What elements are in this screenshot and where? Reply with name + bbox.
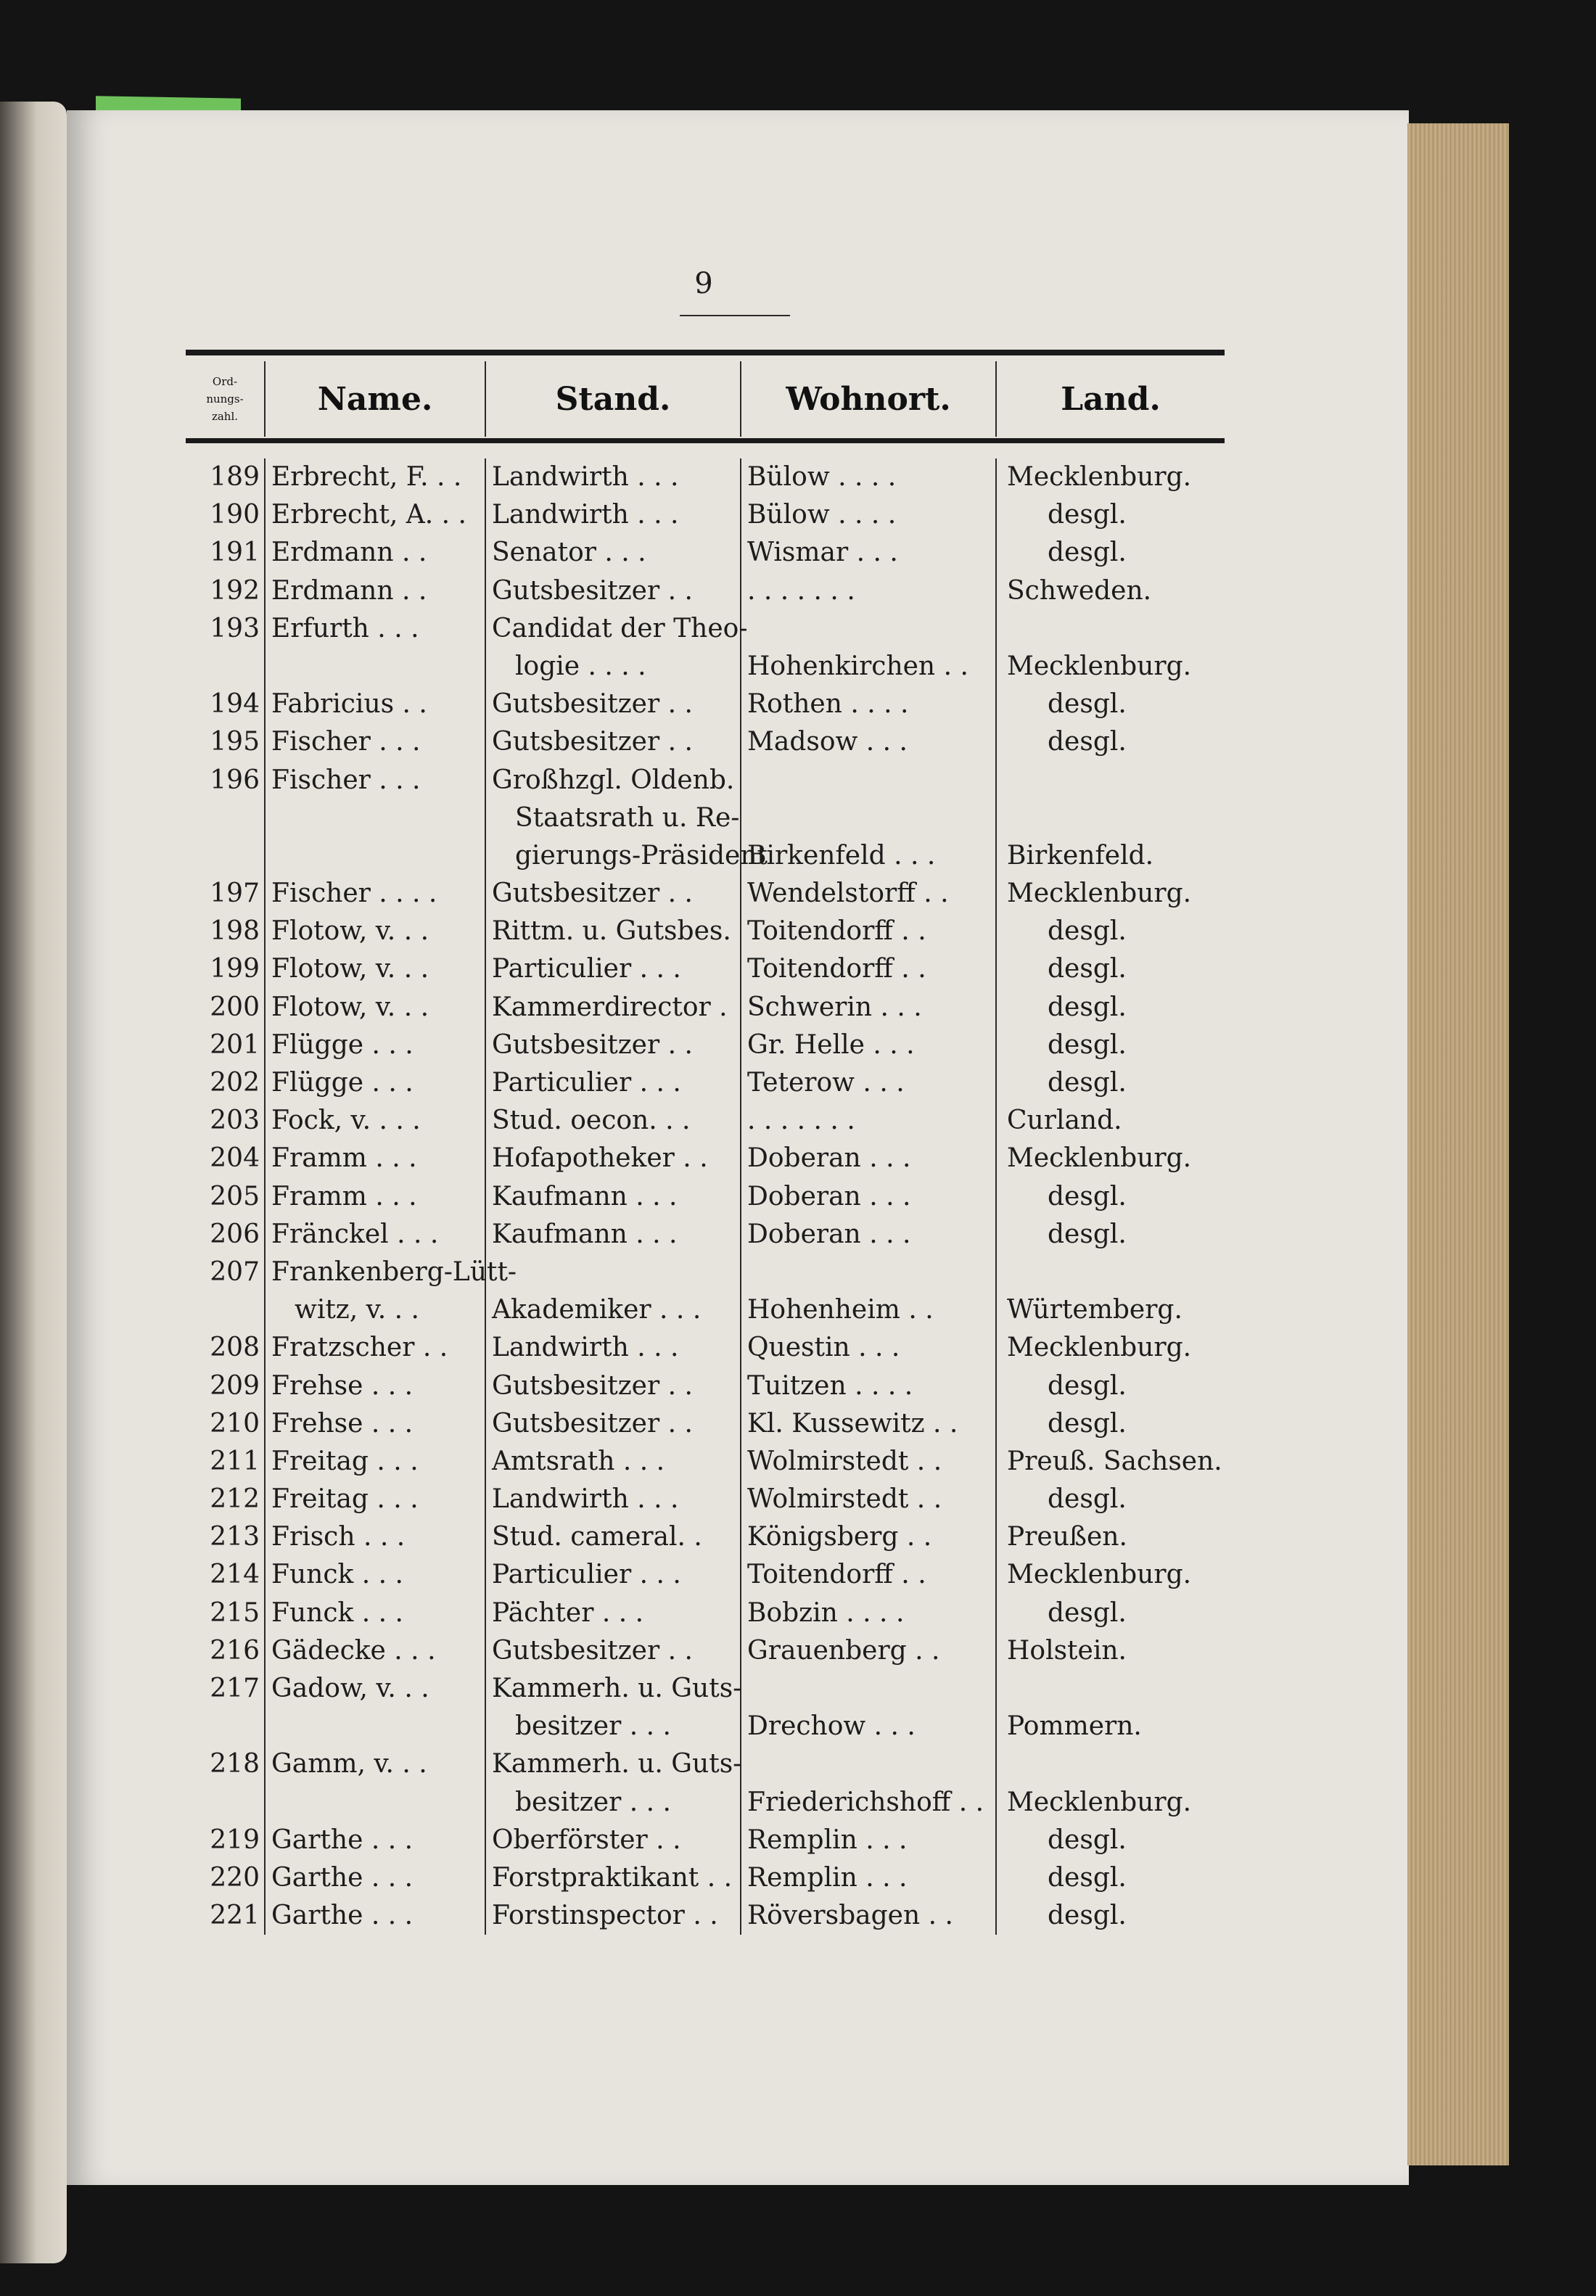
row-wohnort: Madsow . . .	[741, 723, 997, 761]
row-stand: Gutsbesitzer . .	[486, 686, 741, 723]
row-land: desgl.	[1048, 1597, 1127, 1628]
row-number: 217	[186, 1670, 266, 1708]
row-number: 212	[186, 1481, 266, 1518]
table-row	[186, 1481, 1225, 1518]
row-name: Garthe . . .	[266, 1822, 486, 1859]
row-stand: Staatsrath u. Re-	[486, 799, 741, 837]
row-name	[266, 648, 486, 686]
row-land: desgl.	[1048, 1068, 1127, 1098]
row-wohnort: Wolmirstedt . .	[741, 1443, 997, 1481]
row-stand: gierungs-Präsident	[486, 837, 741, 875]
row-land: desgl.	[1048, 1484, 1127, 1515]
row-land: Schweden.	[1007, 575, 1152, 606]
row-stand: Stud. cameral. .	[486, 1518, 741, 1556]
row-name: Erbrecht, A. . .	[266, 496, 486, 534]
row-wohnort: Kl. Kussewitz . .	[741, 1405, 997, 1443]
row-number: 214	[186, 1556, 266, 1594]
row-number: 216	[186, 1632, 266, 1670]
row-number: 220	[186, 1859, 266, 1897]
row-stand: Gutsbesitzer . .	[486, 875, 741, 913]
table-row	[186, 496, 1225, 534]
row-wohnort: Königsberg . .	[741, 1518, 997, 1556]
row-number	[186, 799, 266, 837]
row-land: desgl.	[1048, 1029, 1127, 1060]
row-stand: Forstpraktikant . .	[486, 1859, 741, 1897]
row-stand: Landwirth . . .	[486, 458, 741, 496]
row-wohnort: Remplin . . .	[741, 1822, 997, 1859]
row-number: 202	[186, 1064, 266, 1102]
row-stand: Stud. oecon. . .	[486, 1102, 741, 1140]
row-wohnort: Rothen . . . .	[741, 686, 997, 723]
table-row	[186, 1745, 1225, 1783]
row-wohnort: Birkenfeld . . .	[741, 837, 997, 875]
row-number: 203	[186, 1102, 266, 1140]
row-name	[266, 1708, 486, 1745]
table-row	[186, 837, 1225, 875]
row-land: Mecklenburg.	[1007, 1787, 1192, 1817]
row-land: desgl.	[1048, 689, 1127, 720]
row-wohnort: Wendelstorff . .	[741, 875, 997, 913]
row-stand	[486, 1254, 741, 1291]
table-row	[186, 1784, 1225, 1822]
row-wohnort: Doberan . . .	[741, 1178, 997, 1216]
table-row	[186, 686, 1225, 723]
row-number: 198	[186, 913, 266, 950]
table-row	[186, 1216, 1225, 1254]
row-name: Frehse . . .	[266, 1405, 486, 1443]
row-land: desgl.	[1048, 538, 1127, 568]
row-stand: Großhzgl. Oldenb.	[486, 762, 741, 799]
row-stand: Gutsbesitzer . .	[486, 723, 741, 761]
table-row	[186, 1405, 1225, 1443]
table-row	[186, 648, 1225, 686]
row-name: Frisch . . .	[266, 1518, 486, 1556]
row-wohnort: Röversbagen . .	[741, 1897, 997, 1935]
row-stand: Particulier . . .	[486, 1556, 741, 1594]
row-stand: Landwirth . . .	[486, 496, 741, 534]
row-number: 211	[186, 1443, 266, 1481]
row-stand: Landwirth . . .	[486, 1329, 741, 1367]
row-land: desgl.	[1048, 992, 1127, 1022]
row-land: desgl.	[1048, 1219, 1127, 1249]
row-number: 192	[186, 572, 266, 610]
row-land: Holstein.	[1007, 1635, 1127, 1666]
row-stand: Forstinspector . .	[486, 1897, 741, 1935]
row-wohnort	[741, 1254, 997, 1291]
row-stand: Kammerdirector .	[486, 989, 741, 1026]
row-number: 204	[186, 1140, 266, 1177]
row-land	[997, 1670, 1225, 1708]
row-name: Funck . . .	[266, 1556, 486, 1594]
row-number: 219	[186, 1822, 266, 1859]
row-stand: besitzer . . .	[486, 1784, 741, 1822]
row-number: 209	[186, 1367, 266, 1405]
row-name: Fischer . . . .	[266, 875, 486, 913]
row-land: desgl.	[1048, 1181, 1127, 1211]
row-stand: Candidat der Theo-	[486, 610, 741, 648]
row-land: desgl.	[1048, 1862, 1127, 1893]
row-land: Curland.	[1007, 1106, 1122, 1136]
row-stand: Landwirth . . .	[486, 1481, 741, 1518]
row-wohnort: Doberan . . .	[741, 1216, 997, 1254]
row-number: 218	[186, 1745, 266, 1783]
row-number	[186, 1291, 266, 1329]
row-stand: besitzer . . .	[486, 1708, 741, 1745]
row-name: Flügge . . .	[266, 1064, 486, 1102]
row-name: Garthe . . .	[266, 1897, 486, 1935]
row-wohnort: Wolmirstedt . .	[741, 1481, 997, 1518]
row-name: Freitag . . .	[266, 1481, 486, 1518]
row-land	[997, 1745, 1225, 1783]
row-stand: Kaufmann . . .	[486, 1178, 741, 1216]
row-wohnort	[741, 799, 997, 837]
row-name: Framm . . .	[266, 1178, 486, 1216]
row-name: Gadow, v. . .	[266, 1670, 486, 1708]
row-name: Garthe . . .	[266, 1859, 486, 1897]
row-name: Funck . . .	[266, 1595, 486, 1632]
row-name: Fischer . . .	[266, 762, 486, 799]
row-wohnort: . . . . . . .	[741, 1102, 997, 1140]
row-wohnort: Bobzin . . . .	[741, 1595, 997, 1632]
header-name: Name.	[266, 361, 486, 437]
book-left-edge	[0, 102, 67, 2263]
row-name: witz, v. . .	[266, 1291, 486, 1329]
row-name: Fischer . . .	[266, 723, 486, 761]
row-stand: Amtsrath . . .	[486, 1443, 741, 1481]
row-wohnort: Schwerin . . .	[741, 989, 997, 1026]
table-row	[186, 1518, 1225, 1556]
header-ordnungszahl-line2: nungs-	[206, 392, 244, 406]
row-wohnort: Questin . . .	[741, 1329, 997, 1367]
row-wohnort	[741, 610, 997, 648]
table-row	[186, 1026, 1225, 1064]
table-row	[186, 1443, 1225, 1481]
table-row	[186, 1367, 1225, 1405]
row-stand: Gutsbesitzer . .	[486, 1367, 741, 1405]
row-wohnort	[741, 1745, 997, 1783]
row-wohnort: Hohenkirchen . .	[741, 648, 997, 686]
row-wohnort: Bülow . . . .	[741, 458, 997, 496]
table-row	[186, 458, 1225, 496]
row-land: desgl.	[1048, 954, 1127, 984]
table-row	[186, 1556, 1225, 1594]
row-number	[186, 648, 266, 686]
row-name: Fabricius . .	[266, 686, 486, 723]
row-number: 196	[186, 762, 266, 799]
row-wohnort	[741, 762, 997, 799]
page-number: 9	[694, 267, 713, 300]
table-row	[186, 1897, 1225, 1935]
row-stand: Gutsbesitzer . .	[486, 1405, 741, 1443]
row-number: 210	[186, 1405, 266, 1443]
row-wohnort: Remplin . . .	[741, 1859, 997, 1897]
row-wohnort: Toitendorff . .	[741, 1556, 997, 1594]
row-land: Mecklenburg.	[1007, 1333, 1192, 1363]
row-name: Fratzscher . .	[266, 1329, 486, 1367]
row-land	[997, 610, 1225, 648]
row-number	[186, 1784, 266, 1822]
table-row	[186, 610, 1225, 648]
row-name: Frehse . . .	[266, 1367, 486, 1405]
row-number: 201	[186, 1026, 266, 1064]
row-number: 195	[186, 723, 266, 761]
row-number: 206	[186, 1216, 266, 1254]
header-ordnungszahl	[186, 361, 266, 437]
row-stand: Kaufmann . . .	[486, 1216, 741, 1254]
row-name	[266, 799, 486, 837]
row-land: desgl.	[1048, 500, 1127, 530]
table-row	[186, 1822, 1225, 1859]
row-land: desgl.	[1048, 1370, 1127, 1401]
row-number: 189	[186, 458, 266, 496]
table-header	[186, 361, 1225, 437]
row-wohnort: Toitendorff . .	[741, 950, 997, 988]
row-wohnort: Gr. Helle . . .	[741, 1026, 997, 1064]
table-row	[186, 762, 1225, 799]
row-wohnort: Wismar . . .	[741, 534, 997, 572]
row-name: Frankenberg-Lütt-	[266, 1254, 486, 1291]
row-name	[266, 837, 486, 875]
row-number	[186, 1708, 266, 1745]
row-number: 208	[186, 1329, 266, 1367]
row-number: 215	[186, 1595, 266, 1632]
row-number: 193	[186, 610, 266, 648]
row-stand: Gutsbesitzer . .	[486, 1632, 741, 1670]
row-number: 197	[186, 875, 266, 913]
table-row	[186, 875, 1225, 913]
table-row	[186, 799, 1225, 837]
row-wohnort	[741, 1670, 997, 1708]
table-row	[186, 1140, 1225, 1177]
row-wohnort: Friederichshoff . .	[741, 1784, 997, 1822]
row-stand: Gutsbesitzer . .	[486, 1026, 741, 1064]
row-land: Preußen.	[1007, 1522, 1127, 1552]
row-name: Fock, v. . . .	[266, 1102, 486, 1140]
row-name: Flotow, v. . .	[266, 989, 486, 1026]
row-stand: Oberförster . .	[486, 1822, 741, 1859]
row-land: desgl.	[1048, 727, 1127, 757]
row-land: Mecklenburg.	[1007, 1143, 1192, 1174]
row-number: 194	[186, 686, 266, 723]
row-name: Erdmann . .	[266, 572, 486, 610]
header-wohnort: Wohnort.	[741, 361, 997, 437]
row-name: Fränckel . . .	[266, 1216, 486, 1254]
row-land	[997, 762, 1225, 799]
row-wohnort: Toitendorff . .	[741, 913, 997, 950]
table-row	[186, 1064, 1225, 1102]
row-land: Mecklenburg.	[1007, 879, 1192, 909]
header-land: Land.	[1061, 380, 1161, 418]
row-stand: Senator . . .	[486, 534, 741, 572]
row-land: Pommern.	[1007, 1711, 1142, 1742]
table-row	[186, 1632, 1225, 1670]
row-number: 191	[186, 534, 266, 572]
table-row	[186, 913, 1225, 950]
row-name: Flotow, v. . .	[266, 913, 486, 950]
row-number: 205	[186, 1178, 266, 1216]
row-land: desgl.	[1048, 1824, 1127, 1855]
register-table	[186, 458, 1225, 1935]
row-wohnort: Teterow . . .	[741, 1064, 997, 1102]
row-wohnort: Hohenheim . .	[741, 1291, 997, 1329]
row-land: desgl.	[1048, 916, 1127, 947]
header-stand: Stand.	[486, 361, 741, 437]
table-row	[186, 1102, 1225, 1140]
row-wohnort: Grauenberg . .	[741, 1632, 997, 1670]
row-name: Framm . . .	[266, 1140, 486, 1177]
row-stand: Rittm. u. Gutsbes.	[486, 913, 741, 950]
page-number-rule	[680, 315, 790, 316]
table-row	[186, 1178, 1225, 1216]
row-land: Mecklenburg.	[1007, 651, 1192, 681]
row-stand: Akademiker . . .	[486, 1291, 741, 1329]
row-stand: Hofapotheker . .	[486, 1140, 741, 1177]
row-name: Flotow, v. . .	[266, 950, 486, 988]
row-land: Mecklenburg.	[1007, 462, 1192, 492]
row-stand: Particulier . . .	[486, 950, 741, 988]
table-row	[186, 572, 1225, 610]
row-land: Würtemberg.	[1007, 1295, 1182, 1325]
row-number	[186, 837, 266, 875]
header-ordnungszahl-line3: zahl.	[211, 410, 239, 423]
table-row	[186, 534, 1225, 572]
row-land	[997, 1254, 1225, 1291]
row-land: desgl.	[1048, 1901, 1127, 1931]
row-land: desgl.	[1048, 1408, 1127, 1439]
row-stand: Particulier . . .	[486, 1064, 741, 1102]
row-number: 207	[186, 1254, 266, 1291]
row-name: Gädecke . . .	[266, 1632, 486, 1670]
table-row	[186, 1708, 1225, 1745]
row-wohnort: Tuitzen . . . .	[741, 1367, 997, 1405]
row-number: 221	[186, 1897, 266, 1935]
row-stand: Kammerh. u. Guts-	[486, 1745, 741, 1783]
book-fore-edge	[1407, 123, 1509, 2165]
row-name: Erfurth . . .	[266, 610, 486, 648]
row-wohnort: Bülow . . . .	[741, 496, 997, 534]
table-row	[186, 1670, 1225, 1708]
row-wohnort: . . . . . . .	[741, 572, 997, 610]
table-row	[186, 1859, 1225, 1897]
table-row	[186, 1595, 1225, 1632]
table-row	[186, 1291, 1225, 1329]
row-land: Birkenfeld.	[1007, 840, 1154, 871]
header-ordnungszahl-line1: Ord-	[212, 375, 238, 388]
table-row	[186, 723, 1225, 761]
row-land	[997, 799, 1225, 837]
row-number: 200	[186, 989, 266, 1026]
header-bottom-rule	[186, 438, 1225, 443]
table-row	[186, 1329, 1225, 1367]
row-wohnort: Drechow . . .	[741, 1708, 997, 1745]
row-wohnort: Doberan . . .	[741, 1140, 997, 1177]
table-row	[186, 1254, 1225, 1291]
table-row	[186, 989, 1225, 1026]
row-stand: Gutsbesitzer . .	[486, 572, 741, 610]
row-name: Flügge . . .	[266, 1026, 486, 1064]
row-land: Preuß. Sachsen.	[1007, 1446, 1222, 1476]
table-row	[186, 950, 1225, 988]
row-name: Gamm, v. . .	[266, 1745, 486, 1783]
row-number: 190	[186, 496, 266, 534]
header-top-rule	[186, 350, 1225, 355]
row-stand: Pächter . . .	[486, 1595, 741, 1632]
row-number: 213	[186, 1518, 266, 1556]
row-name: Erdmann . .	[266, 534, 486, 572]
row-stand: logie . . . .	[486, 648, 741, 686]
row-name: Erbrecht, F. . .	[266, 458, 486, 496]
row-name: Freitag . . .	[266, 1443, 486, 1481]
row-land: Mecklenburg.	[1007, 1560, 1192, 1590]
row-stand: Kammerh. u. Guts-	[486, 1670, 741, 1708]
row-number: 199	[186, 950, 266, 988]
row-name	[266, 1784, 486, 1822]
